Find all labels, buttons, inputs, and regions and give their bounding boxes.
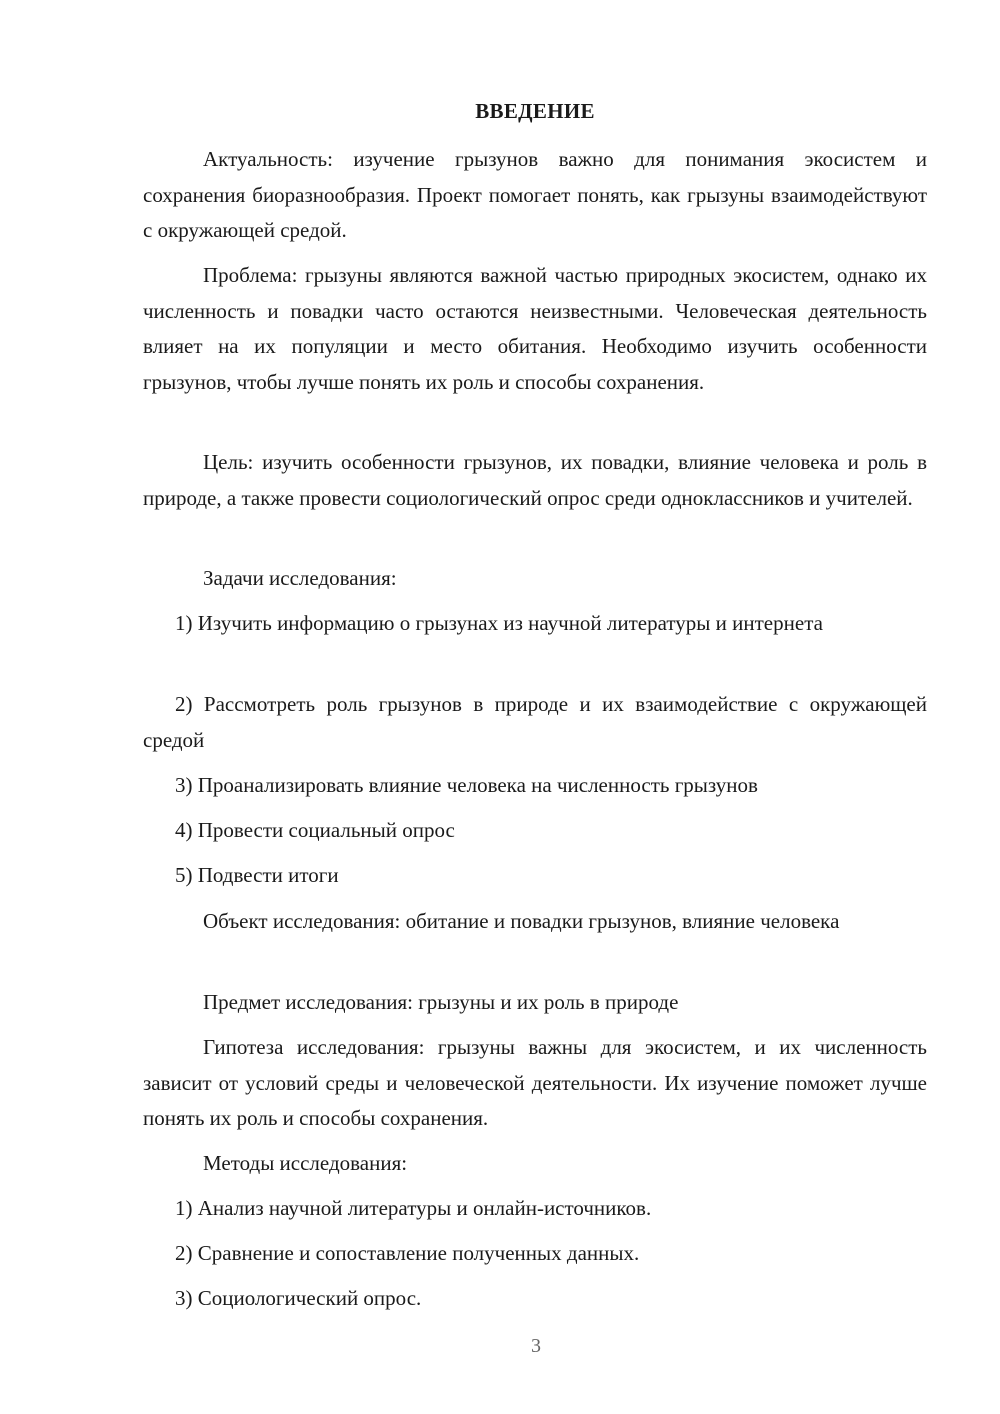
hypothesis-paragraph: Гипотеза исследования: грызуны важны для экосистем, и их численность зависит от условий среды и человеческой деятельности. Их изучение поможет лучше понять их роль и способы сохранения. [143,1035,927,1130]
task-item: 4) Провести социальный опрос [175,818,455,842]
task-item: 5) Подвести итоги [175,863,339,887]
actuality-paragraph: Актуальность: изучение грызунов важно для понимания экосистем и сохранения биоразнообразия. Проект помогает понять, как грызуны взаимодействуют с окружающей средой. [143,147,927,242]
method-item: 2) Сравнение и сопоставление полученных данных. [175,1241,640,1265]
goal-paragraph: Цель: изучить особенности грызунов, их повадки, влияние человека и роль в природе, а также провести социологический опрос среди одноклассников и учителей. [143,450,927,510]
subject-paragraph: Предмет исследования: грызуны и их роль в природе [203,990,679,1014]
object-paragraph: Объект исследования: обитание и повадки грызунов, влияние человека [203,909,840,933]
problem-paragraph: Проблема: грызуны являются важной частью природных экосистем, однако их численность и повадки часто остаются неизвестными. Человеческая деятельность влияет на их популяции и место обитания. Необходимо изучить особенности грызунов, чтобы лучше понять их роль и способы сохранения. [143,263,927,394]
section-heading: ВВЕДЕНИЕ [475,99,595,123]
task-item: 3) Проанализировать влияние человека на численность грызунов [175,773,758,797]
page-number: 3 [531,1335,541,1357]
task-item: 2) Рассмотреть роль грызунов в природе и их взаимодействие с окружающей средой [143,692,927,752]
task-item: 1) Изучить информацию о грызунах из научной литературы и интернета [175,611,823,635]
tasks-title: Задачи исследования: [203,566,397,590]
methods-title: Методы исследования: [203,1151,408,1175]
method-item: 3) Социологический опрос. [175,1286,422,1310]
method-item: 1) Анализ научной литературы и онлайн-источников. [175,1196,652,1220]
